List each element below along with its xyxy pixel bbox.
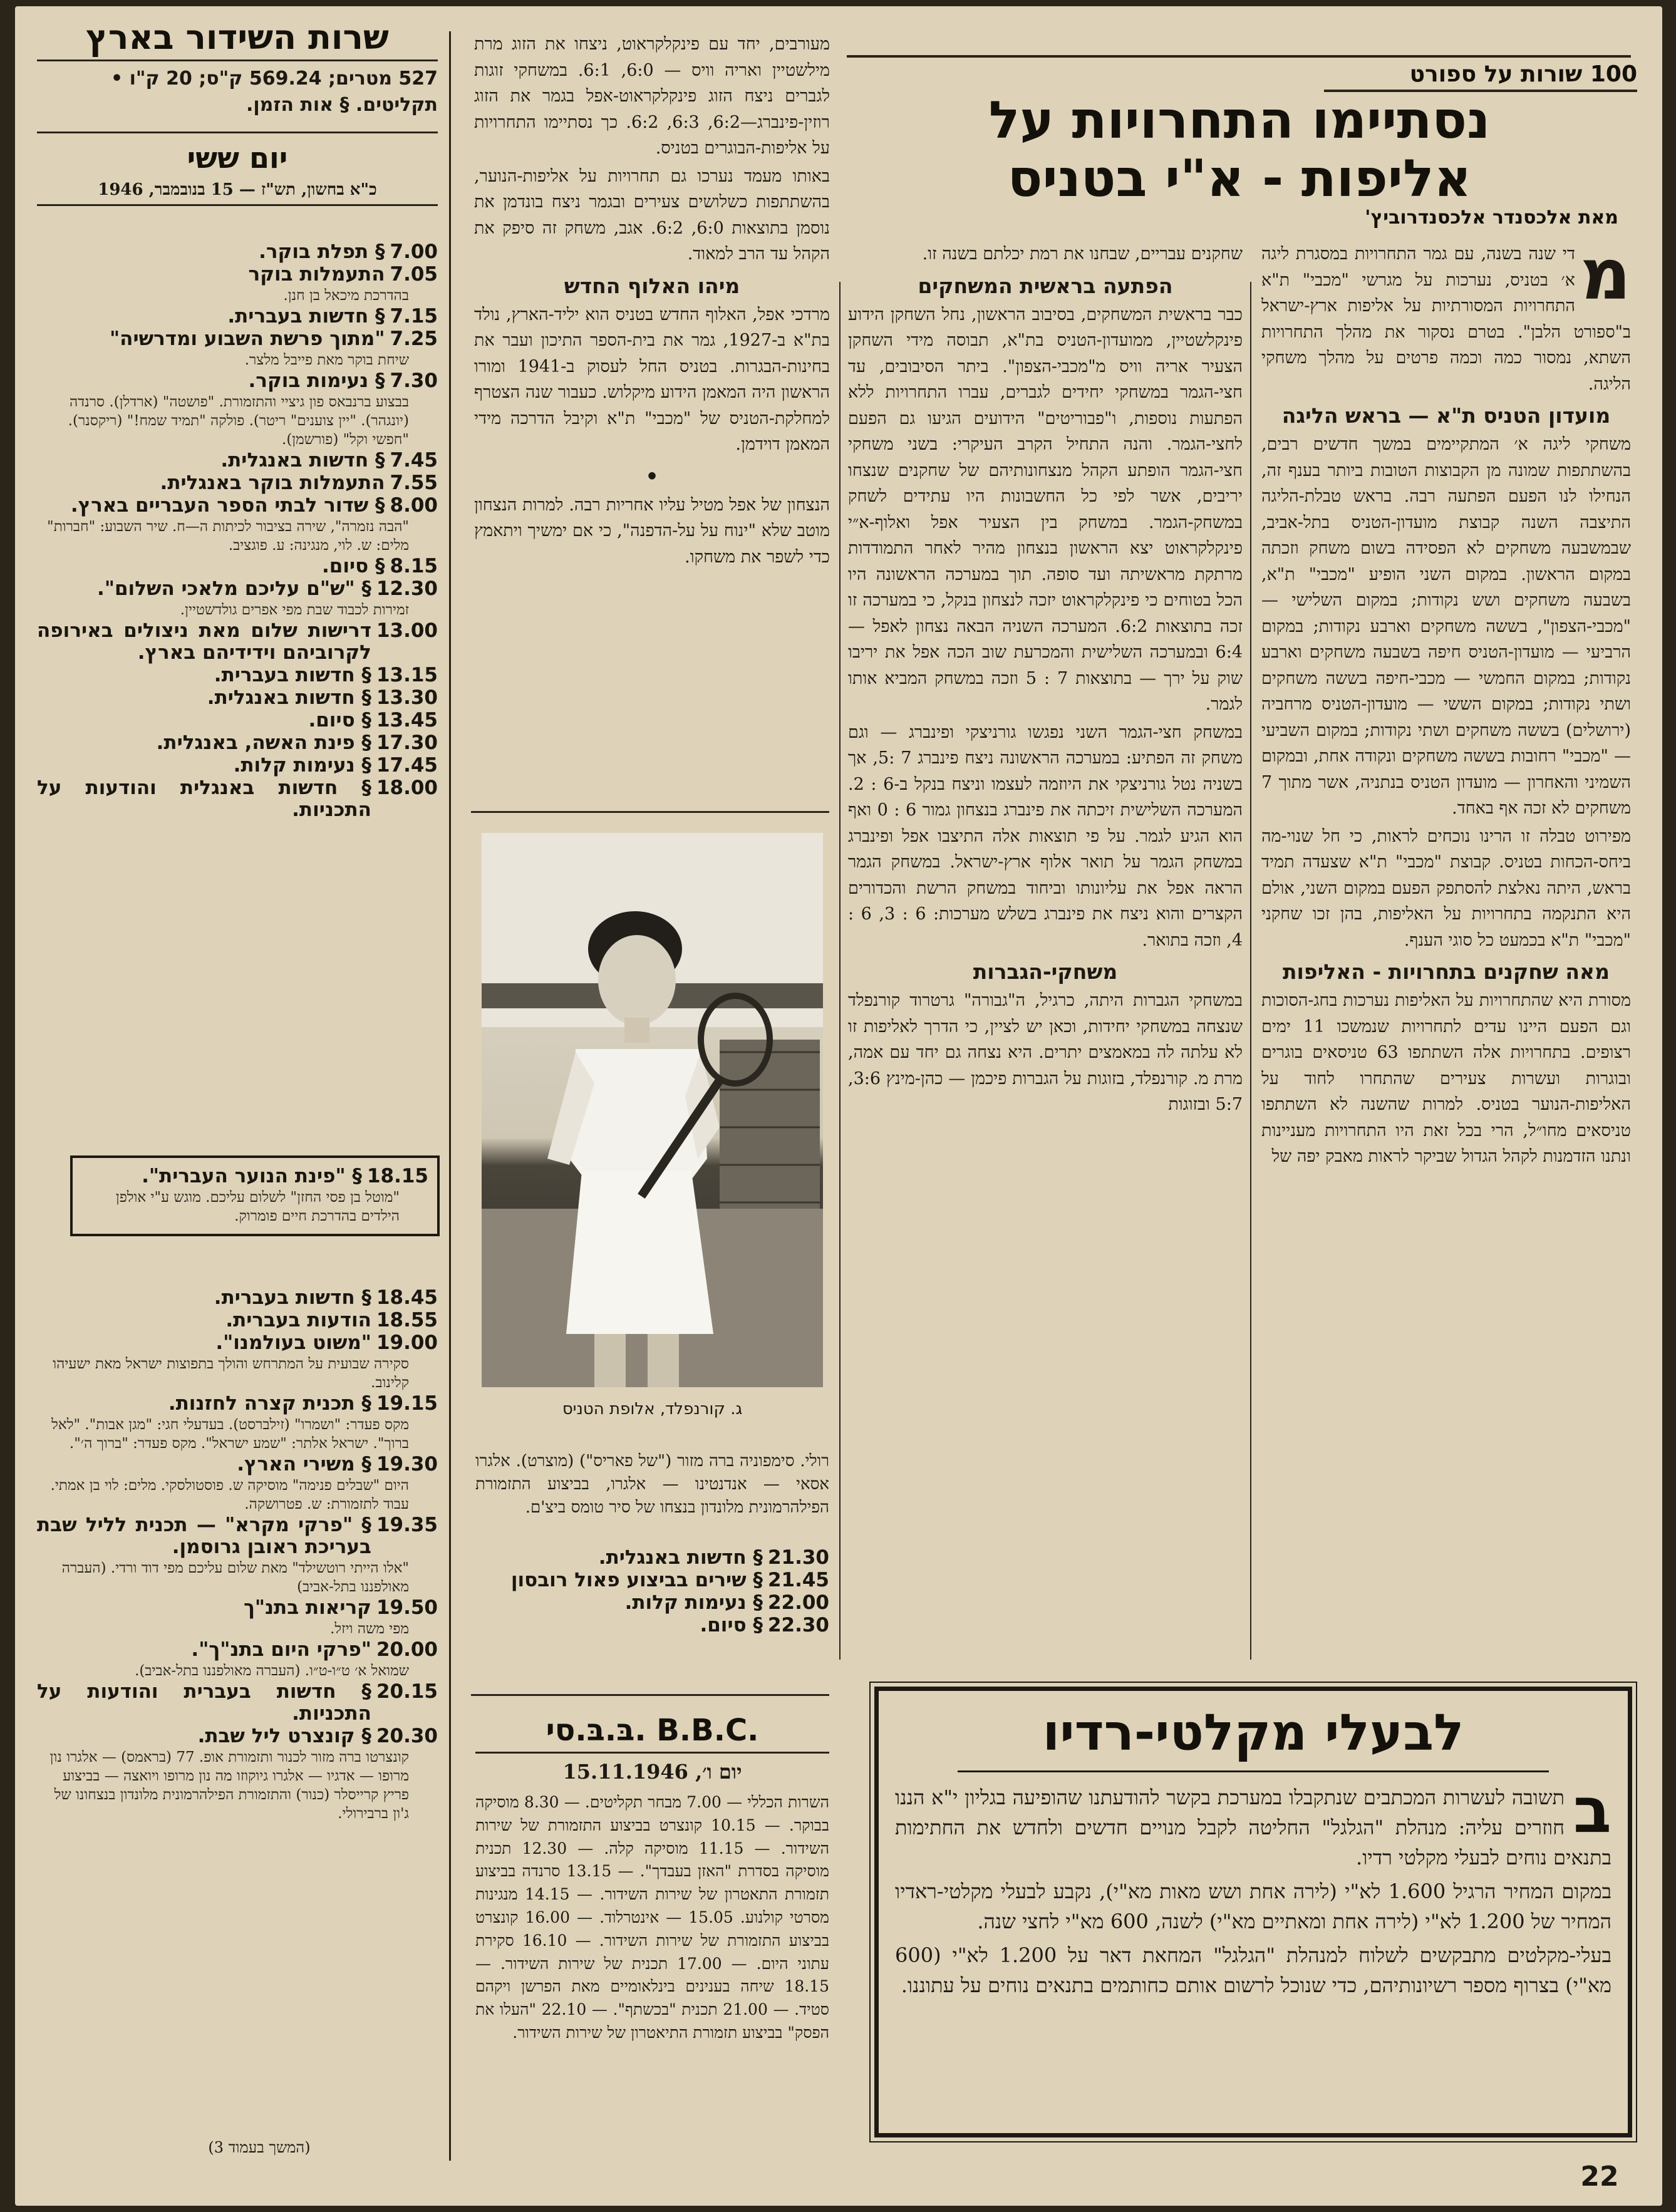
program-row [475,1547,829,1569]
program-title: § נעימות קלות. [233,754,371,777]
page-number: 22 [1580,2161,1619,2193]
program-row [37,687,438,709]
program-title: § חדשות באנגלית והודעות על התכניות. [37,777,371,821]
program-title: § שירים בביצוע פאול רובסון [510,1569,763,1591]
program-row [37,1725,438,1747]
program-row [37,472,438,494]
program-time: 21.45 [767,1569,829,1591]
magazine-page [15,6,1662,2206]
program-title: § חדשות בעברית. [227,305,385,328]
program-title: § חדשות בעברית. [214,664,371,686]
column-rule-h [471,1694,829,1696]
program-title: § "פינת הנוער העברית". [142,1165,362,1187]
tennis-photo [482,833,823,1387]
program-time: 7.55 [390,472,438,494]
article-subheading: מאה שחקנים בתחרויות - האליפות [1283,959,1610,984]
program-title: "פרקי היום בתנ"ך". [191,1638,371,1661]
headline-rule [847,55,1631,58]
article-subheading: מועדון הטניס ת"א — בראש הליגה [1281,403,1611,428]
program-row [475,1592,829,1614]
notice-drop-cap: ב [1573,1774,1611,1847]
radio-mid-lead: רולי. סימפוניה ברה מזור ("של פאריס") (מוצרט). אלגרו אסאי — אנדנטינו — אלגרו, בביצוע התזמורת הפילהרמונית מלונדון בנצחו של סיר טומס ביצ'ם. [475,1452,829,1517]
program-title: § תפלת בוקר. [259,241,385,263]
program-description: מפי משה ויזל. [330,1621,409,1637]
program-row [37,264,438,286]
program-row [37,306,438,328]
program-description: שמואל א׳ ט״ו-ט״ו. (העברה מאולפננו בתל-אביב). [135,1663,409,1679]
program-time: 7.25 [390,328,438,350]
program-time: 17.45 [376,754,438,777]
program-row [37,241,438,263]
program-title: הודעות בעברית. [225,1309,371,1331]
program-row [37,664,438,686]
article-paragraph: מעורבים, יחד עם פינקלקראוט, ניצחו את הזוג מרת מילשטיין ואריה וויס — 6:0, 6:1. במשחקי זוגות לגברים ניצח הזוג פינקלקראוט-אפל בגמר את הזוג רוזין-פינברג—6:2, 6:3, 6:2. כך נסתיימו התחרויות על אליפות-הבוגרים בטניס. [474,34,830,158]
notice-title: לבעלי מקלטי-רדיו [958,1703,1549,1772]
program-title: § פינת האשה, באנגלית. [156,731,371,754]
article-paragraph: משחקי ליגה א׳ המתקיימים במשך חדשים רבים, בהשתתפות שמונה מן הקבוצות הטובות ביותר בענף זה, הנחילו לנו הפעם הפתעה רבה. בראש טבלת-הליגה התיצבה השנה קבוצת מועדון-הטניס בתל-אביב, שבמשבעה משחקים לא הפסידה בשום משחק וזכתה במקום הראשון. במקום השני הופיע "מכבי" ת"א, בשבעה משחקים ושש נקודות; במקום השלישי — "מכבי-הצפון", בששה משחקים וארבע נקודות; במקום הרביעי — מועדון-הטניס חיפה בשבעה משחקים וארבע נקודות; במקום החמשי — מכבי-חיפה בששה משחקים ושתי נקודות; במקום הששי — מועדון-הטניס מרחביה (ירושלים) בששה משחקים ושתי נקודות; במקום השביעי — "מכבי" רחובות בששה משחקים ונקודה אחת, ובמקום השמיני והאחרון — מועדון הטניס בנתניה, אשר מתוך 7 משחקים לא זכה אף באחד. [1261,435,1631,818]
program-time: 13.30 [376,686,438,709]
program-time: 18.45 [376,1287,438,1309]
article-paragraph: כבר בראשית המשחקים, בסיבוב הראשון, נחל השחקן הידוע פינקלשטיין, ממועדון-הטניס בת"א, תבוסה מידי השחקן הצעיר אריה וויס מ"מכבי-הצפון". ביתר הסיבובים, עד חצי-הגמר במשחקי יחידים לגברים, עברו התחרויות ללא הפתעות נוספות, ו"פבוריטים" הידועים הגיעו גם הפעם לחצי-הגמר. והנה התחיל הקרב העיקרי: בשני משחקי חצי-הגמר הופתע הקהל מנצחונותיהם של שחקנים שנצחו יריבים, אשר לפי כל החשבונות היו עתידים לשחק במשחק-הגמר. במשחק בין הצעיר אפל ואלוף-א״י פינקלקראוט יצא הראשון בנצחון מהיר לאחר התמודדות מרתקת מראשיתה ועד סופה. תוך במערכה הראשונה היו הכל בטוחים כי פינקלקראוט יזכה לנצחון בנקל, כי במערכה זו זכה בתוצאות 6:2. המערכה השניה הבאה נצחון לאפל — 6:4 ובמערכה השלישית והמכרעת שוב הכה אפל את יריבו שוק על ירך — בתוצאות 7 : 5 וזכה במשחק המביא אותו לגמר. [848,304,1243,714]
radio-date: כ"א בחשון, תש"ז — 15 בנובמבר, 1946 [37,180,438,206]
program-title: § חדשות באנגלית. [220,449,385,472]
radio-frequency: 527 מטרים; 569.24 ק"ס; 20 ק"ו • תקליטים. § אות הזמן. [110,68,438,116]
radio-title: שרות השידור בארץ [37,16,438,61]
program-row [37,777,438,821]
program-time: 22.00 [767,1591,829,1614]
program-time: 8.00 [390,494,438,517]
radio-schedule [37,241,438,1149]
program-row [475,1569,829,1591]
program-row [37,1310,438,1331]
program-row [37,370,438,392]
program-description: "אלו הייתי רוטשילד" מאת שלום עליכם מפי דוד ורדי. (העברה מאולפננו בתל-אביב) [61,1560,409,1595]
article-subheading: הפתעה בראשית המשחקים [918,273,1173,298]
radio-continued-note: (המשך בעמוד 3) [208,2139,311,2156]
program-title: § נעימות בוקר. [248,370,385,392]
program-title: § חדשות בעברית. [214,1287,371,1309]
program-time: 19.50 [376,1596,438,1619]
sports-column-3 [474,31,830,808]
article-subheading: משחקי-הגברות [973,959,1118,984]
program-row [37,1639,438,1661]
program-time: 21.30 [767,1547,829,1569]
tennis-player-illustration [482,833,823,1387]
program-time: 7.05 [390,263,438,286]
program-time: 20.15 [376,1680,438,1703]
bbc-header [475,1713,829,1754]
program-title: "משוט בעולמנו". [215,1331,371,1354]
program-title: § חדשות בעברית והודעות על התכניות. [37,1680,371,1725]
program-row [37,1597,438,1619]
program-title: "מתוך פרשת השבוע ומדרשיה" [110,328,385,350]
program-row [37,1454,438,1476]
article-paragraph: מסורת היא שהתחרויות על האליפות נערכות בחג-הסוכות וגם הפעם היינו עדים לתחרויות שנמשכו 11 ימים רצופים. בתחרויות אלה השתתפו 63 טניסאים בוגרים ובוגרות ועשרות צעירים שהתחרו לחוד על האליפות-הנוער בטניס. למרות שהשנה לא השתתפו טניסאים מחו״ל, הרי בכל זאת היו התחרויות מעניינות ונתנו הזדמנות לקהל הגדול שביקר לראות מאבק יפה של [1261,991,1631,1166]
article-subheading: • [645,463,659,488]
program-time: 13.15 [376,664,438,686]
radio-owners-notice [874,1687,1632,2137]
radio-day: יום ששי [37,132,438,176]
program-row [81,1165,428,1187]
program-title: התעמלות בוקר [248,263,385,286]
sports-byline: מאת אלכסנדר אלכסנדרוביץ' [1365,207,1618,229]
program-row [37,620,438,664]
program-time: 8.15 [390,555,438,577]
program-description: היום "שבלים פנימה" מוסיקה ש. פוסטולסקי. מלים: לוי בן אמתי. עבוד לתזמורת: ש. פטרושקה. [50,1477,409,1512]
notice-paragraph: בעלי-מקלטים מתבקשים לשלוח למנהלת "הגלגל" המחאת דאר על 1.200 לא"י (600 מא"י) בצרוף מספר רשיונותיהם, כדי שנוכל לרשום אותם כחותמים בתנאים נוחים על עתוננו. [895,1943,1612,1997]
program-row [37,1287,438,1309]
program-row [37,710,438,731]
program-description: זמירות לכבוד שבת מפי אפרים גולדשטיין. [180,602,409,618]
program-title: קריאות בתנ"ך [243,1596,371,1619]
program-description: "מוטל בן פסי החזן" לשלום עליכם. מוגש ע"י אולפן הילדים בהדרכת חיים פומרוק. [115,1189,400,1224]
program-time: 22.30 [767,1614,829,1636]
program-title: § סיום. [700,1614,763,1636]
article-paragraph: הנצחון של אפל מטיל עליו אחריות רבה. למרות הנצחון מוטב שלא "ינוח על על-הדפנה", כי אם ימשיך ויתאמץ כדי לשפר את משחקו. [474,495,830,567]
program-row [475,1615,829,1636]
program-title: § חדשות באנגלית. [207,686,371,709]
program-time: 20.00 [376,1638,438,1661]
sports-column-2 [848,241,1243,1660]
program-description: מקס פעדר: "ושמרו" (זילברסט). בעדעלי חגי: "מגן אבות". "לאל ברוך". ישראל אלתר: "שמע ישראל". מקס פעדר: "ברוך ה׳". [51,1417,409,1452]
program-title: § שדור לבתי הספר העבריים בארץ. [70,494,385,517]
article-paragraph: די שנה בשנה, עם גמר התחרויות במסגרת ליגה א׳ בטניס, נערכות על מגרשי "מכבי" ת"א התחרויות המסורתיות על אליפות ארץ-ישראל ב"ספורט הלבן". בטרם נסקור את מהלך התחרויות השתא, נמסור כמה וכמה פרטים על מהלך משחקי הליגה. [1261,244,1631,394]
program-time: 18.55 [376,1309,438,1331]
drop-cap: מ [1580,241,1631,316]
bbc-body: השרות הכללי — 7.00 מבחר תקליטים. — 8.30 מוסיקה בבוקר. — 10.15 קונצרט בביצוע התזמורת של שירות השידור. — 11.15 מוסיקה קלה. — 12.30 תכנית מוסיקה בסדרת "האזן בעבדך". — 13.15 סרנדה בביצוע תזמורת התאטרון של שירות השידור. — 14.15 מנגינות מסרטי קולנוע. 15.05 — אינטרלוד. — 16.00 קונצרט בביצוע התזמורת של שירות השידור. — 16.10 סקירת עתוני היום. — 17.00 תכנית של שירות השידור. — 18.15 שיחה בענינים בינלאומיים מאת הפרשן ויקהם סטיד. — 21.00 תכנית "בכשתף". — 22.10 "העלו את הפסק" בביצוע תזמורת התיאטרון של שירות השידור. [475,1793,829,2042]
column-rule [1250,282,1251,1660]
program-title: § נעימות קלות. [624,1591,763,1614]
program-row [37,328,438,350]
program-time: 18.15 [366,1165,428,1187]
program-row [37,1393,438,1415]
program-time: 7.15 [390,305,438,328]
program-title: § "פרקי מקרא" — תכנית לליל שבת בעריכת ראובן גרוסמן. [37,1514,371,1558]
photo-caption: ג. קורנפלד, אלופת הטניס [562,1400,743,1419]
article-paragraph: שחקנים עבריים, שבחנו את רמת יכלתם בשנה זו. [922,244,1243,264]
program-row [37,1332,438,1354]
sports-column-1 [1261,241,1631,1682]
program-title: § סיום. [322,555,385,577]
column-rule-h [471,811,829,813]
program-row [37,755,438,777]
program-title: דרישות שלום מאת ניצולים באירופה לקרוביהם וידידיהם בארץ. [37,619,371,664]
article-paragraph: מפירוט טבלה זו הרינו נוכחים לראות, כי חל שנוי-מה ביחס-הכחות בטניס. קבוצת "מכבי" ת"א שצעדה תמיד בראש, היתה נאלצת להסתפק הפעם במקום השני, אולם היא התנקמה בתחרויות על האליפות, בהן זכו שחקני "מכבי" ת"א בכמעט כל סוגי הענף. [1261,826,1631,950]
program-time: 13.00 [376,619,438,642]
program-title: § סיום. [308,709,371,731]
article-paragraph: במשחקי הגברות היתה, כרגיל, ה"גבורה" גרטרוד קורנפלד שנצחה במשחקי יחידות, וכאן יש לציין, כי הדרך לאליפות זו לא עלתה לה במאמצים יתרים. היא נצחה גם יחד עם אמה, מרת מ. קורנפלד, בזוגות על הגברות פיכמן — כהן-מינץ 3:6, 5:7 ובזוגות [848,991,1243,1114]
program-title: § חדשות באנגלית. [598,1547,763,1569]
article-paragraph: באותו מעמד נערכו גם תחרויות על אליפות-הנוער, בהשתתפות כשלושים צעירים ובגמר ניצח בונדמן את נוסמן בתוצאות 6:0, 6:2. אגב, משחק זה סיפק את הקהל עד הרב למאוד. [474,166,830,264]
program-time: 19.15 [376,1392,438,1415]
program-description: "הבה נזמרה", שירה בציבור לכיתות ה—ח. שיר השבוע: "חברות" מלים: ש. לוי, מנגינה: ע. פוגציב. [47,519,409,554]
bbc-date: יום ו׳, 15.11.1946 [562,1760,742,1784]
program-time: 12.30 [376,577,438,600]
program-description: בבצוע ברנבאס פון גיציי והתזמורת. "פושטה" (ארדלן). סרנדה (יונגהר). "יין צוענים" ריטר). פולקה "תמיד שמח!" (ריקסנר). "חפשי וקל" (פורשמן). [68,394,409,448]
notice-paragraph: תשובה לעשרות המכתבים שנתקבלו במערכת בקשר להודעתנו שהופיעה בגליון י"א הננו חוזרים עליה: מנהלת "הגלגל" החליטה לקבל מנויים חדשים ולחדש את החתימות בתנאים נוחים לבעלי מקלטי רדיו. [895,1786,1611,1869]
program-time: 19.35 [376,1514,438,1536]
article-subheading: מיהו האלוף החדש [564,273,740,298]
program-description: בהדרכת מיכאל בן חנן. [283,287,409,304]
program-time: 7.00 [390,241,438,263]
program-row [37,495,438,517]
article-paragraph: במשחק חצי-הגמר השני נפגשו גורניצקי ופינברג — וגם משחק זה הפתיע: במערכה הראשונה ניצח פינברג 7 :5, אך בשניה נטל גורניצקי את היוזמה לעצמו וניצח בנקל ב-6 : 2. המערכה השלישית זיכתה את פינברג בנצחון גמור 6 : 0 ואף הוא הגיע לגמר. על פי תוצאות אלה התיצבו אפל ופינברג במשחק הגמר על תואר אלוף ארץ-ישראל. במשחק הגמר הראה אפל את עליונותו וביחוד במשחק הרשת והכדורים הקצרים והוא ניצח את פינברג בשלש מערכות: 6 : 3, 6 : 4, וזכה בתואר. [848,722,1243,950]
program-row [37,556,438,577]
program-row [37,1681,438,1725]
program-time: 13.45 [376,709,438,731]
program-title: § קונצרט ליל שבת. [197,1725,371,1747]
program-description: סקירה שבועית על המתרחש והולך בתפוצות ישראל מאת ישעיהו קלינוב. [53,1356,409,1391]
program-time: 19.00 [376,1331,438,1354]
program-time: 7.30 [390,370,438,392]
column-rule [449,31,451,2161]
program-row [37,450,438,472]
program-description: שיחת בוקר מאת פייבל מלצר. [244,352,409,368]
sports-headline-line1: נסתיימו התחרויות על [988,91,1491,150]
youth-corner-box [70,1155,440,1236]
program-title: § תכנית קצרה לחזנות. [168,1392,371,1415]
notice-paragraph: במקום המחיר הרגיל 1.600 לא"י (לירה אחת ושש מאות מא"י), נקבע לבעלי מקלטי-ראדיו המחיר של 1.200 לא"י (לירה אחת ומאתיים מא"י) לשנה, 600 מא"י לחצי שנה. [895,1879,1611,1933]
radio-schedule-evening [37,1287,438,2145]
program-time: 20.30 [376,1725,438,1747]
program-title: § "ש"ם עליכם מלאכי השלום". [97,577,371,600]
program-time: 19.30 [376,1453,438,1476]
sports-kicker: 100 שורות על ספורט [1324,61,1637,92]
program-title: § משירי הארץ. [237,1453,371,1476]
program-time: 7.45 [390,449,438,472]
program-row [37,732,438,754]
program-time: 17.30 [376,731,438,754]
column-rule [839,282,841,1660]
sports-headline-line2: אליפות - א"י בטניס [1007,149,1472,209]
program-row [37,578,438,600]
article-paragraph: מרדכי אפל, האלוף החדש בטניס הוא יליד-הארץ, נולד בת"א ב-1927, גמר את בית-הספר התיכון ועבר את בחינות-הבגרות. בטניס החל לעסוק ב-1941 ומורו הראשון היה המאמן הידוע מיקלוש. כעבור שנה הצטרף למחלקת-הטניס של "מכבי" ת"א וקיבל הדרכה מידי המאמן דוידמן. [474,304,830,454]
program-row [37,1514,438,1558]
program-title: התעמלות בוקר באנגלית. [160,472,385,494]
program-time: 18.00 [376,777,438,799]
bbc-title: בּ.בּ.סי. B.B.C. [546,1713,759,1748]
program-description: קונצרטו ברה מזור לכנור ותזמורת אופ. 77 (בראמס) — אלגרו נון מרופו — אדגיו — אלגרו גיוקוזו מה נון מרופו ויואצה — בביצוע פריץ קרייסלר (כנור) והתזמורת הפילהרמונית מלונדון בנצחונו של ג'ון ברבירולי. [49,1749,409,1822]
radio-mid-list [475,1547,829,1637]
